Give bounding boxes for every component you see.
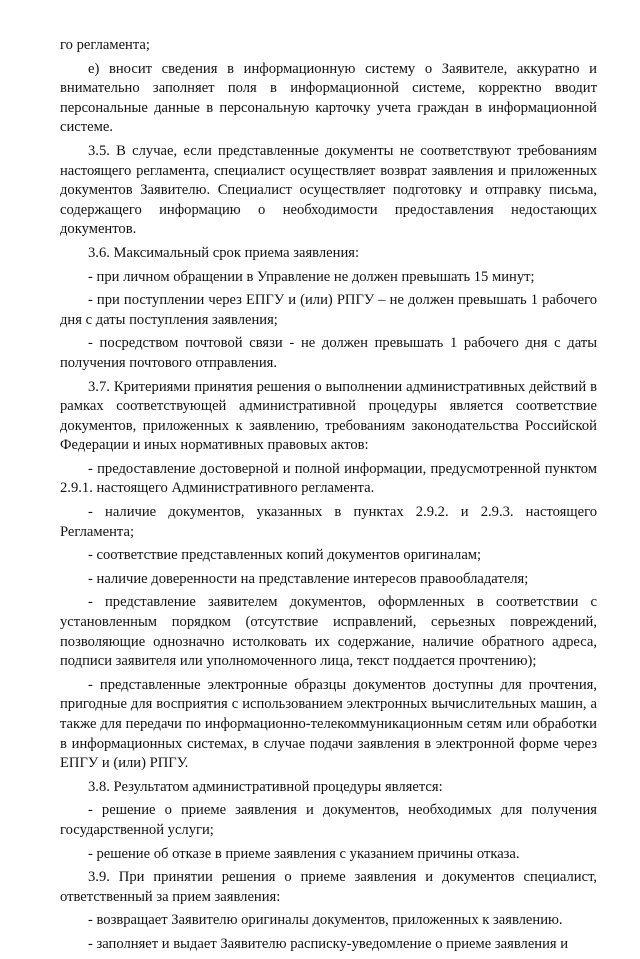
paragraph-3-8: 3.8. Результатом административной процедуры является: xyxy=(88,778,443,795)
paragraph-list-item: - представленные электронные образцы документов доступны для прочтения, пригодные для восприятия с использованием электронных вычислительных машин, а также для передачи по информационно-телекоммуникационным сетям или обработки в информационных системах, в случае подачи заявления в электронной форме через ЕПГУ и (или) РПГУ. xyxy=(60,676,597,772)
paragraph-list-item: - соответствие представленных копий документов оригиналам; xyxy=(88,547,482,564)
paragraph-continuation: го регламента; xyxy=(60,37,150,53)
paragraph-3-5: 3.5. В случае, если представленные документы не соответствуют требованиям настоящего регламента, специалист осуществляет возврат заявления и приложенных документов Заявителю. Специалист осуществляет подготовку и отправку письма, содержащего информацию о необходимости предоставления недостающих документов. xyxy=(60,142,597,238)
document-page xyxy=(60,36,597,959)
paragraph-list-item: - решение об отказе в приеме заявления с указанием причины отказа. xyxy=(88,845,520,862)
paragraph-list-item: - наличие документов, указанных в пунктах 2.9.2. и 2.9.3. настоящего Регламента; xyxy=(60,504,597,540)
paragraph-3-9: 3.9. При принятии решения о приеме заявления и документов специалист, ответственный за прием заявления: xyxy=(60,869,597,905)
paragraph-list-item: - решение о приеме заявления и документов, необходимых для получения государственной услуги; xyxy=(60,802,597,838)
paragraph-list-item: - возвращает Заявителю оригиналы документов, приложенных к заявлению. xyxy=(88,912,563,929)
paragraph-list-item: - заполняет и выдает Заявителю расписку-уведомление о приеме заявления и xyxy=(88,935,569,952)
paragraph-item-e: е) вносит сведения в информационную систему о Заявителе, аккуратно и внимательно заполняет поля в информационной системе, корректно вводит персональные данные в персональную карточку учета граждан в информационной системе. xyxy=(60,60,597,136)
paragraph-3-7: 3.7. Критериями принятия решения о выполнении административных действий в рамках соответствующей административной процедуры является соответствие документов, приложенных к заявлению, требованиям законодательства Российской Федерации и иных нормативных правовых актов: xyxy=(60,378,597,454)
paragraph-3-6: 3.6. Максимальный срок приема заявления: xyxy=(88,244,360,261)
paragraph-list-item: - представление заявителем документов, оформленных в соответствии с установленным порядком (отсутствие исправлений, серьезных повреждений, позволяющие однозначно истолковать их содержание, наличие обратного адреса, подписи заявителя или уполномоченного лица, текст поддается прочтению); xyxy=(60,594,597,670)
paragraph-list-item: - предоставление достоверной и полной информации, предусмотренной пунктом 2.9.1. настоящего Административного регламента. xyxy=(60,460,597,497)
paragraph-list-item: - посредством почтовой связи - не должен превышать 1 рабочего дня с даты получения почтового отправления. xyxy=(60,335,597,371)
paragraph-list-item: - при поступлении через ЕПГУ и (или) РПГУ – не должен превышать 1 рабочего дня с даты поступления заявления; xyxy=(60,292,597,328)
paragraph-list-item: - при личном обращении в Управление не должен превышать 15 минут; xyxy=(88,268,535,285)
paragraph-list-item: - наличие доверенности на представление интересов правообладателя; xyxy=(88,570,529,587)
